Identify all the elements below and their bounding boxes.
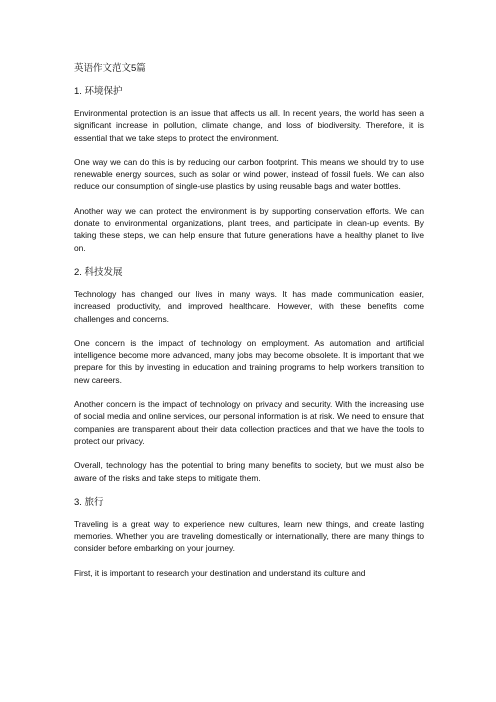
section-heading: 3. 旅行 [74, 496, 104, 508]
section-heading: 1. 环境保护 [74, 86, 123, 97]
paragraph: Another way we can protect the environment is by supporting conservation efforts. We can donate to environmental organizations, plant trees, and participate in clean-up events. By taking these steps, we can help ensure that future generations have a healthy planet to live on. [74, 205, 424, 253]
paragraph: Another concern is the impact of technology on privacy and security. With the increasing use of social media and online services, our personal information is at risk. We need to ensure that companies are transparent about their data collection practices and that we have the tools to protect our privacy. [74, 399, 424, 446]
paragraph: One concern is the impact of technology on employment. As automation and artificial intelligence become more advanced, many jobs may become obsolete. It is important that we prepare for this by investing in education and training programs to help workers transition to new careers. [74, 337, 424, 385]
section-technology [74, 266, 424, 484]
paragraph: Traveling is a great way to experience new cultures, learn new things, and create lasting memories. Whether you are traveling domestically or internationally, there are many things to consider before embarking on your journey. [74, 518, 424, 554]
paragraph: One way we can do this is by reducing our carbon footprint. This means we should try to use renewable energy sources, such as solar or wind power, instead of fossil fuels. We can also reduce our consumption of single-use plastics by using reusable bags and water bottles. [74, 156, 424, 192]
paragraph: First, it is important to research your destination and understand its culture and [74, 567, 366, 578]
paragraph: Technology has changed our lives in many ways. It has made communication easier, increased productivity, and improved healthcare. However, with these benefits come challenges and concerns. [74, 288, 424, 324]
document-title: 英语作文范文5篇 [74, 63, 146, 74]
section-heading: 2. 科技发展 [74, 266, 123, 278]
paragraph: Overall, technology has the potential to bring many benefits to society, but we must also be aware of the risks and take steps to mitigate them. [74, 460, 424, 483]
section-environment [74, 85, 424, 254]
paragraph: Environmental protection is an issue that affects us all. In recent years, the world has seen a significant increase in pollution, climate change, and loss of biodiversity. Therefore, it is essential that we take steps to protect the environment. [74, 108, 424, 143]
section-travel [74, 496, 424, 579]
